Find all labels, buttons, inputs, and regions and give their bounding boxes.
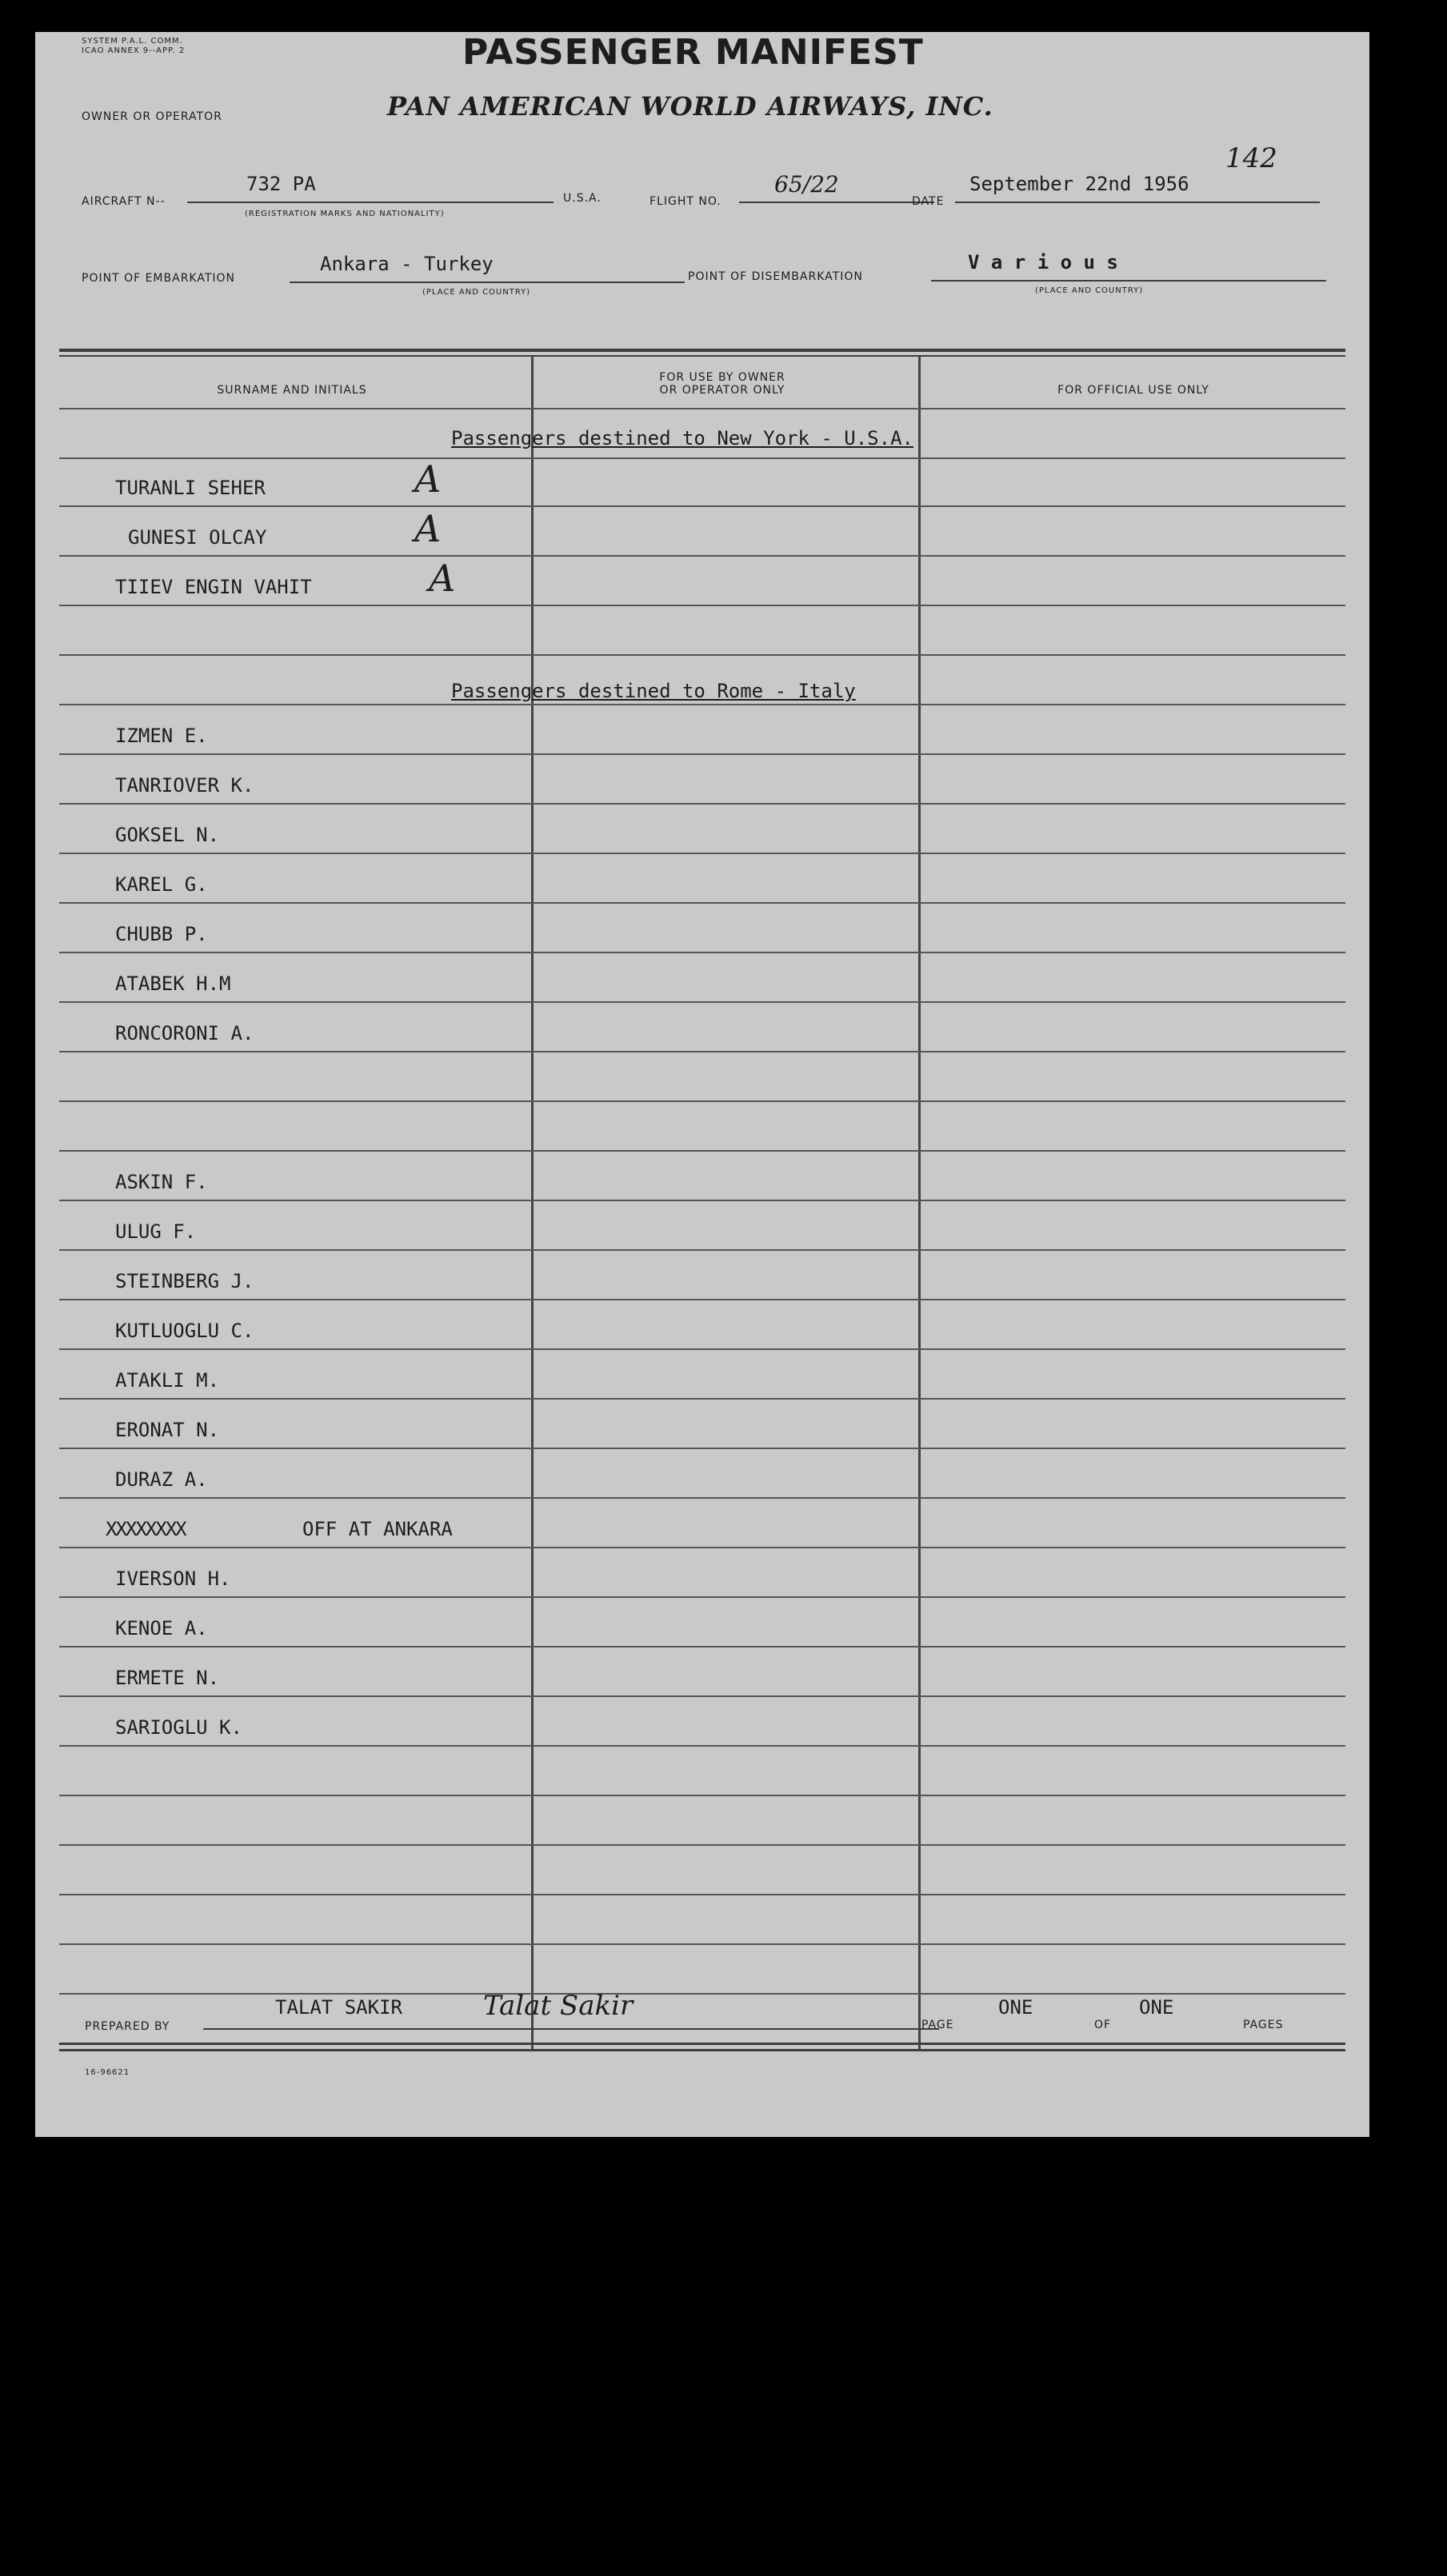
page-label: PAGE bbox=[921, 2019, 954, 2031]
row-rule bbox=[59, 1299, 1345, 1300]
row-rule bbox=[59, 1844, 1345, 1846]
row-rule bbox=[59, 1200, 1345, 1201]
passenger-name: ATAKLI M. bbox=[115, 1369, 220, 1392]
disembark-sublabel: (PLACE AND COUNTRY) bbox=[1035, 286, 1144, 295]
row-rule bbox=[59, 1001, 1345, 1003]
row-rule bbox=[59, 1745, 1345, 1747]
row-rule bbox=[59, 457, 1345, 459]
passenger-name: TURANLI SEHER bbox=[115, 477, 266, 499]
table-bottom-border bbox=[59, 2043, 1345, 2045]
prepared-by-label: PREPARED BY bbox=[85, 2020, 170, 2033]
row-rule bbox=[59, 1448, 1345, 1449]
of-value: ONE bbox=[1139, 1996, 1174, 2019]
embark-label: POINT OF EMBARKATION bbox=[82, 272, 236, 285]
row-rule bbox=[59, 853, 1345, 854]
flight-label: FLIGHT NO. bbox=[650, 195, 722, 208]
row-rule bbox=[59, 1100, 1345, 1102]
disembark-value: V a r i o u s bbox=[968, 251, 1118, 274]
owner-name: PAN AMERICAN WORLD AIRWAYS, INC. bbox=[387, 91, 993, 122]
row-rule bbox=[59, 704, 1345, 705]
row-rule bbox=[59, 1894, 1345, 1895]
date-underline bbox=[955, 202, 1320, 203]
owner-label: OWNER OR OPERATOR bbox=[82, 110, 222, 123]
row-rule bbox=[59, 1646, 1345, 1647]
table-top-border bbox=[59, 349, 1345, 352]
manifest-sheet bbox=[35, 32, 1369, 2137]
form-title: PASSENGER MANIFEST bbox=[462, 32, 924, 73]
page-value: ONE bbox=[998, 1996, 1033, 2019]
page-number: 142 bbox=[1225, 142, 1277, 174]
row-rule bbox=[59, 1547, 1345, 1548]
row-rule bbox=[59, 1150, 1345, 1152]
passenger-name: ERONAT N. bbox=[115, 1419, 220, 1441]
passenger-name: IZMEN E. bbox=[115, 725, 208, 747]
passenger-name: GOKSEL N. bbox=[115, 824, 220, 846]
date-label: DATE bbox=[912, 195, 945, 208]
row-rule bbox=[59, 555, 1345, 557]
struck-passenger-name: XXXXXXXX bbox=[106, 1518, 186, 1540]
prepared-by-underline bbox=[203, 2028, 939, 2030]
row-rule bbox=[59, 753, 1345, 755]
flight-value: 65/22 bbox=[774, 171, 839, 198]
column-header-owner-use: FOR USE BY OWNER OR OPERATOR ONLY bbox=[659, 371, 785, 397]
row-rule bbox=[59, 1398, 1345, 1400]
aircraft-label: AIRCRAFT N-- bbox=[82, 195, 166, 208]
row-rule bbox=[59, 1497, 1345, 1499]
signature: Talat Sakir bbox=[483, 1990, 634, 2022]
passenger-name: SARIOGLU K. bbox=[115, 1716, 242, 1739]
pages-label: PAGES bbox=[1243, 2019, 1284, 2031]
row-rule bbox=[59, 1596, 1345, 1598]
disembark-label: POINT OF DISEMBARKATION bbox=[688, 270, 863, 283]
row-rule bbox=[59, 1249, 1345, 1251]
embark-value: Ankara - Turkey bbox=[320, 253, 494, 275]
passenger-name: RONCORONI A. bbox=[115, 1022, 254, 1044]
row-rule bbox=[59, 408, 1345, 409]
section-heading-new-york: Passengers destined to New York - U.S.A. bbox=[451, 427, 913, 449]
disembark-underline bbox=[931, 280, 1326, 282]
row-rule bbox=[59, 952, 1345, 953]
handwritten-mark: A bbox=[414, 457, 442, 501]
passenger-name: STEINBERG J. bbox=[115, 1270, 254, 1292]
passenger-name: ULUG F. bbox=[115, 1220, 197, 1243]
row-rule bbox=[59, 654, 1345, 656]
row-rule bbox=[59, 1051, 1345, 1052]
passenger-name: GUNESI OLCAY bbox=[128, 526, 267, 549]
passenger-name: CHUBB P. bbox=[115, 923, 208, 945]
row-rule bbox=[59, 902, 1345, 904]
off-at-ankara-note: OFF AT ANKARA bbox=[302, 1518, 453, 1540]
row-rule bbox=[59, 1348, 1345, 1350]
nationality: U.S.A. bbox=[563, 192, 602, 205]
passenger-name: TANRIOVER K. bbox=[115, 774, 254, 797]
aircraft-sublabel: (REGISTRATION MARKS AND NATIONALITY) bbox=[245, 210, 445, 218]
row-rule bbox=[59, 1695, 1345, 1697]
passenger-name: KUTLUOGLU C. bbox=[115, 1320, 254, 1342]
passenger-name: TIIEV ENGIN VAHIT bbox=[115, 576, 312, 598]
column-header-official-use: FOR OFFICIAL USE ONLY bbox=[1057, 384, 1209, 397]
row-rule bbox=[59, 605, 1345, 606]
table-top-border-inner bbox=[59, 355, 1345, 357]
passenger-name: ATABEK H.M bbox=[115, 972, 231, 995]
aircraft-value: 732 PA bbox=[246, 173, 316, 195]
passenger-name: DURAZ A. bbox=[115, 1468, 208, 1491]
form-code: 16-96621 bbox=[85, 2068, 130, 2077]
system-note: SYSTEM P.A.L. COMM. ICAO ANNEX 9--APP. 2 bbox=[82, 37, 186, 55]
row-rule bbox=[59, 803, 1345, 805]
section-heading-rome: Passengers destined to Rome - Italy bbox=[451, 680, 856, 702]
passenger-name: ASKIN F. bbox=[115, 1171, 208, 1193]
row-rule bbox=[59, 1943, 1345, 1945]
handwritten-mark: A bbox=[414, 507, 442, 550]
column-header-surname: SURNAME AND INITIALS bbox=[217, 384, 367, 397]
row-rule bbox=[59, 1795, 1345, 1796]
handwritten-mark: A bbox=[429, 557, 456, 600]
row-rule bbox=[59, 1993, 1345, 1995]
aircraft-underline bbox=[187, 202, 554, 203]
passenger-name: ERMETE N. bbox=[115, 1667, 220, 1689]
flight-underline bbox=[739, 202, 934, 203]
passenger-name: IVERSON H. bbox=[115, 1568, 231, 1590]
embark-underline bbox=[290, 282, 685, 283]
embark-sublabel: (PLACE AND COUNTRY) bbox=[422, 288, 531, 297]
passenger-name: KAREL G. bbox=[115, 873, 208, 896]
prepared-by-value: TALAT SAKIR bbox=[275, 1996, 402, 2019]
passenger-name: KENOE A. bbox=[115, 1617, 208, 1639]
row-rule bbox=[59, 505, 1345, 507]
table-bottom-border-inner bbox=[59, 2049, 1345, 2051]
date-value: September 22nd 1956 bbox=[969, 173, 1189, 195]
of-label: OF bbox=[1094, 2019, 1112, 2031]
